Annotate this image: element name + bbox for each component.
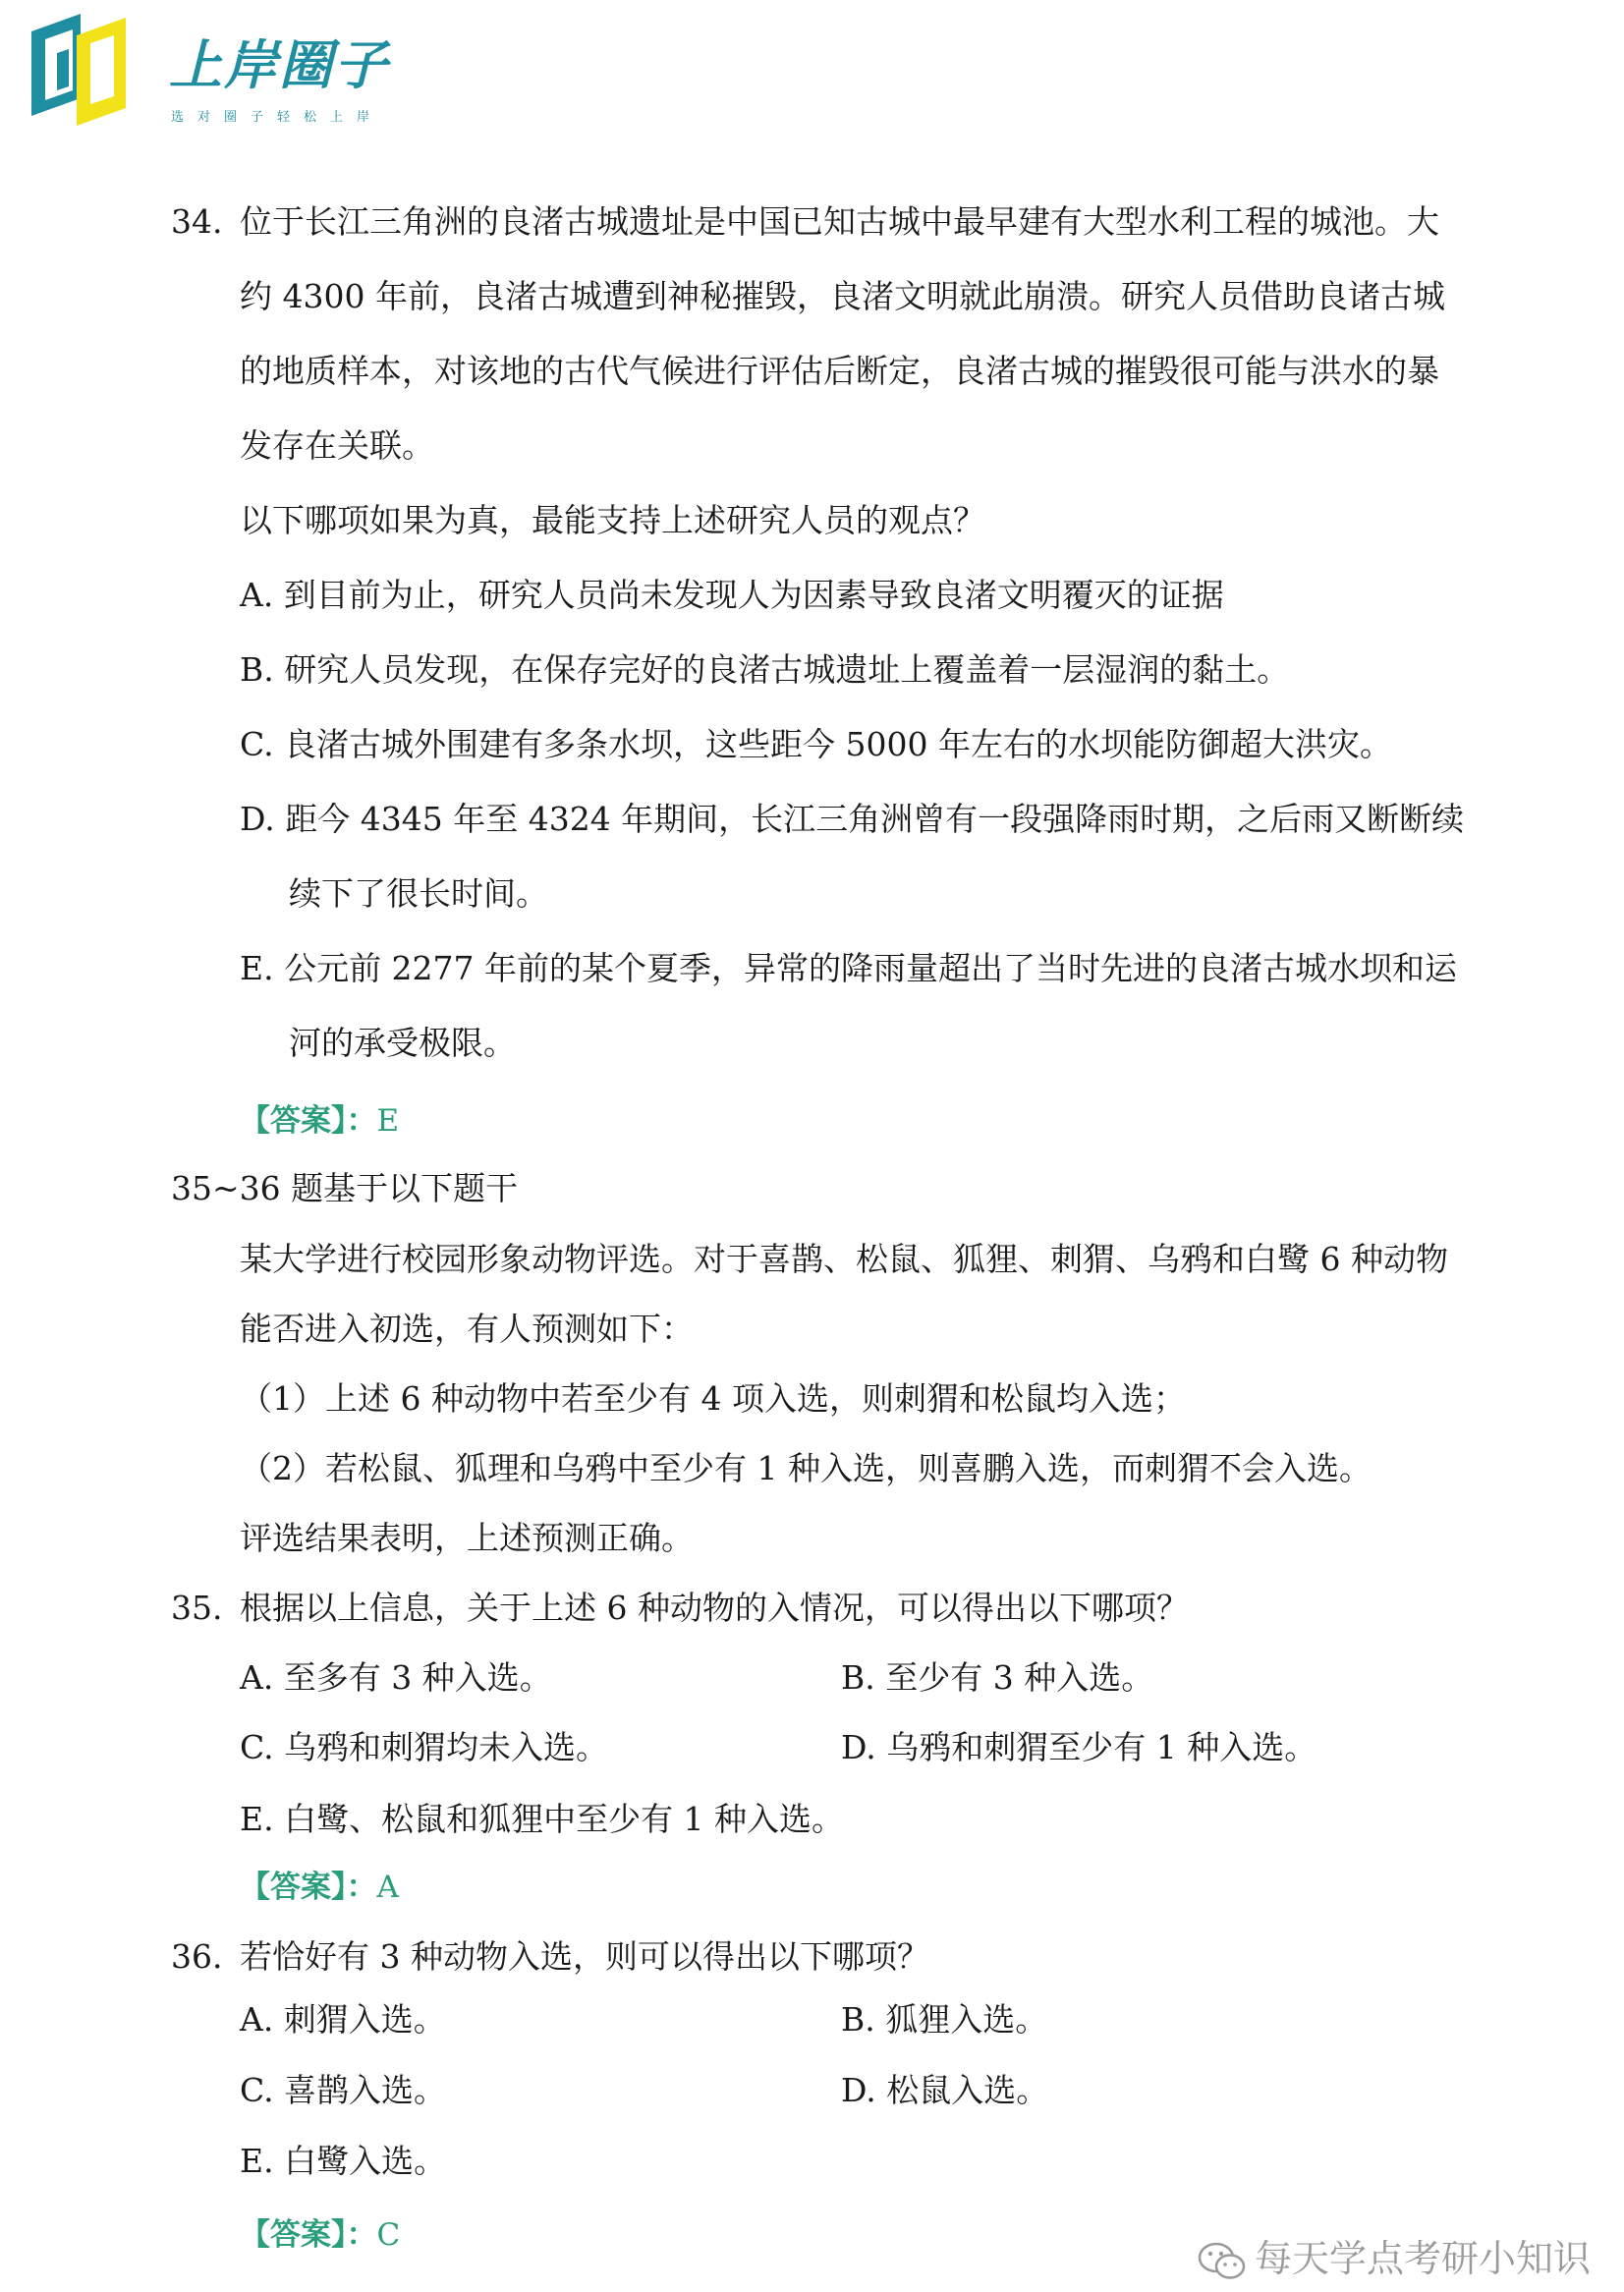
answer-line [240, 1100, 399, 1141]
answer-value: C [376, 2217, 401, 2253]
option-a: A. 到目前为止，研究人员尚未发现人为因素导致良渚文明覆灭的证据 [240, 576, 1224, 614]
answer-value: E [376, 1103, 400, 1139]
answer-value: A [376, 1870, 399, 1905]
wechat-watermark [1198, 2228, 1591, 2282]
option-a: A. 刺猬入选。 [240, 2000, 446, 2039]
logo-text: 上岸圈子 [169, 34, 389, 96]
answer-label: 【答案】： [240, 1103, 377, 1139]
question-prompt: 以下哪项如果为真，最能支持上述研究人员的观点？ [240, 501, 985, 539]
shared-stem-line: 能否进入初选，有人预测如下： [240, 1310, 694, 1348]
answer-line [240, 2214, 400, 2255]
logo-mark-icon [18, 14, 155, 132]
question-stem-line: 位于长江三角洲的良渚古城遗址是中国已知古城中最早建有大型水利工程的城池。大 [240, 202, 1439, 241]
watermark-text: 每天学点考研小知识 [1254, 2237, 1591, 2280]
option-b: B. 狐狸入选。 [841, 2000, 1048, 2039]
question-stem-line: 发存在关联。 [240, 426, 434, 465]
question-number: 34. [171, 202, 223, 241]
question-stem-line: 约 4300 年前，良渚古城遭到神秘摧毁，良渚文明就此崩溃。研究人员借助良诸古城 [240, 277, 1445, 315]
option-c: C. 乌鸦和刺猬均未入选。 [240, 1728, 609, 1766]
question-stem-line: 的地质样本，对该地的古代气候进行评估后断定，良渚古城的摧毁很可能与洪水的暴 [240, 352, 1439, 390]
brand-logo [18, 14, 391, 132]
premise-1: （1）上述 6 种动物中若至少有 4 项入选，则刺猬和松鼠均入选； [240, 1379, 1186, 1418]
question-number: 35. [171, 1589, 223, 1627]
option-c: C. 良渚古城外围建有多条水坝，这些距今 5000 年左右的水坝能防御超大洪灾。 [240, 725, 1393, 763]
option-b: B. 研究人员发现，在保存完好的良渚古城遗址上覆盖着一层湿润的黏土。 [240, 650, 1290, 689]
option-e-continued: 河的承受极限。 [289, 1024, 516, 1062]
option-d-continued: 续下了很长时间。 [289, 874, 548, 913]
question-number: 36. [171, 1937, 223, 1976]
option-d: D. 距今 4345 年至 4324 年期间，长江三角洲曾有一段强降雨时期，之后雨又断断续 [240, 800, 1465, 838]
option-d: D. 松鼠入选。 [841, 2071, 1049, 2109]
option-d: D. 乌鸦和刺猬至少有 1 种入选。 [841, 1728, 1317, 1766]
option-b: B. 至少有 3 种入选。 [841, 1658, 1154, 1697]
wechat-icon [1198, 2241, 1247, 2282]
answer-label: 【答案】： [240, 1870, 377, 1905]
option-e: E. 白鹭入选。 [240, 2142, 447, 2180]
option-c: C. 喜鹊入选。 [240, 2071, 447, 2109]
result-statement: 评选结果表明，上述预测正确。 [240, 1519, 694, 1557]
option-e: E. 公元前 2277 年前的某个夏季，异常的降雨量超出了当时先进的良渚古城水坝和运 [240, 949, 1458, 987]
premise-2: （2）若松鼠、狐理和乌鸦中至少有 1 种入选，则喜鹏入选，而刺猬不会入选。 [240, 1449, 1372, 1487]
shared-stem-line: 某大学进行校园形象动物评选。对于喜鹊、松鼠、狐狸、刺猬、乌鸦和白鹭 6 种动物 [240, 1240, 1448, 1278]
option-a: A. 至多有 3 种入选。 [240, 1658, 552, 1697]
section-heading: 35~36 题基于以下题干 [171, 1169, 519, 1207]
answer-label: 【答案】： [240, 2217, 377, 2253]
question-prompt: 根据以上信息，关于上述 6 种动物的入情况，可以得出以下哪项？ [240, 1589, 1189, 1627]
logo-slogan: 选对圈子轻松上岸 [171, 110, 384, 125]
answer-line [240, 1867, 399, 1907]
question-prompt: 若恰好有 3 种动物入选，则可以得出以下哪项？ [240, 1937, 929, 1976]
option-e: E. 白鹭、松鼠和狐狸中至少有 1 种入选。 [240, 1800, 845, 1838]
